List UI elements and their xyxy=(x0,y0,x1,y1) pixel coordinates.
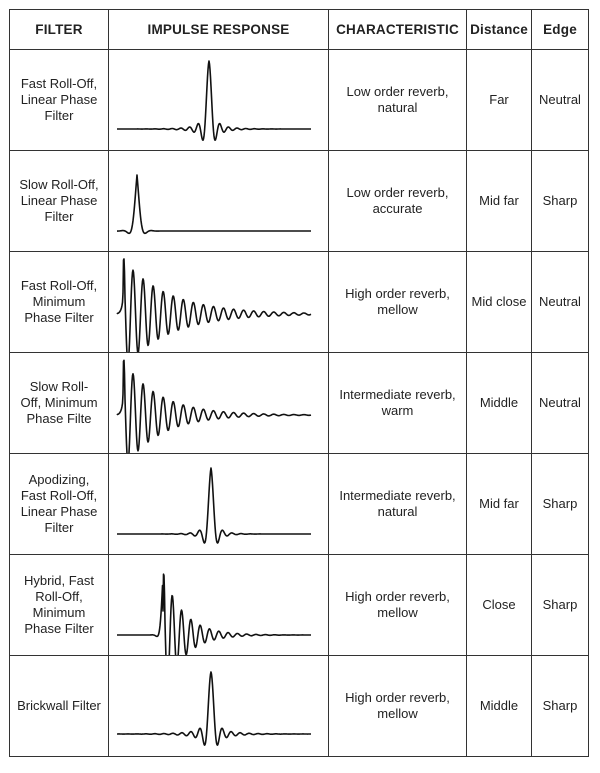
impulse-response-waveform xyxy=(111,454,327,554)
characteristic-cell: Low order reverb, natural xyxy=(329,50,467,151)
waveform-line xyxy=(117,360,311,453)
impulse-response-waveform xyxy=(111,50,327,150)
table-row xyxy=(10,50,589,151)
edge-cell: Neutral xyxy=(532,252,589,353)
edge-cell: Neutral xyxy=(532,353,589,454)
waveform-line xyxy=(117,672,311,745)
header-filter: FILTER xyxy=(10,10,109,50)
filter-name-cell: Slow Roll-Off, Linear Phase Filter xyxy=(10,151,109,252)
header-distance: Distance xyxy=(467,10,532,50)
impulse-response-cell xyxy=(109,50,329,151)
filter-name-cell: Brickwall Filter xyxy=(10,656,109,757)
header-edge: Edge xyxy=(532,10,589,50)
waveform-line xyxy=(117,175,311,233)
distance-cell: Middle xyxy=(467,353,532,454)
distance-cell: Close xyxy=(467,555,532,656)
impulse-response-waveform xyxy=(111,555,327,655)
distance-cell: Mid far xyxy=(467,454,532,555)
filter-name-cell: Fast Roll-Off, Minimum Phase Filter xyxy=(10,252,109,353)
table-row xyxy=(10,151,589,252)
impulse-response-cell xyxy=(109,353,329,454)
edge-cell: Sharp xyxy=(532,151,589,252)
distance-cell: Middle xyxy=(467,656,532,757)
impulse-response-waveform xyxy=(111,656,327,756)
impulse-response-waveform xyxy=(111,252,327,352)
table-row xyxy=(10,555,589,656)
distance-cell: Far xyxy=(467,50,532,151)
waveform-line xyxy=(117,259,311,352)
filter-comparison-table xyxy=(9,9,589,757)
characteristic-cell: High order reverb, mellow xyxy=(329,555,467,656)
table-row xyxy=(10,353,589,454)
impulse-response-cell xyxy=(109,656,329,757)
characteristic-cell: Intermediate reverb, warm xyxy=(329,353,467,454)
waveform-line xyxy=(117,574,311,655)
filter-name-cell: Hybrid, Fast Roll-Off, Minimum Phase Filter xyxy=(10,555,109,656)
edge-cell: Sharp xyxy=(532,555,589,656)
waveform-line xyxy=(117,61,311,140)
characteristic-cell: Intermediate reverb, natural xyxy=(329,454,467,555)
distance-cell: Mid close xyxy=(467,252,532,353)
impulse-response-cell xyxy=(109,555,329,656)
waveform-line xyxy=(117,468,311,543)
filter-name-cell: Apodizing, Fast Roll-Off, Linear Phase Filter xyxy=(10,454,109,555)
header-impulse-response: IMPULSE RESPONSE xyxy=(109,10,329,50)
characteristic-cell: Low order reverb, accurate xyxy=(329,151,467,252)
table-row xyxy=(10,252,589,353)
header-characteristic: CHARACTERISTIC xyxy=(329,10,467,50)
impulse-response-cell xyxy=(109,151,329,252)
edge-cell: Sharp xyxy=(532,656,589,757)
header-row xyxy=(10,10,589,50)
edge-cell: Sharp xyxy=(532,454,589,555)
impulse-response-waveform xyxy=(111,151,327,251)
edge-cell: Neutral xyxy=(532,50,589,151)
impulse-response-cell xyxy=(109,252,329,353)
characteristic-cell: High order reverb, mellow xyxy=(329,252,467,353)
characteristic-cell: High order reverb, mellow xyxy=(329,656,467,757)
table-row xyxy=(10,656,589,757)
filter-name-cell: Slow Roll- Off, Minimum Phase Filte xyxy=(10,353,109,454)
filter-name-cell: Fast Roll-Off, Linear Phase Filter xyxy=(10,50,109,151)
table-row xyxy=(10,454,589,555)
distance-cell: Mid far xyxy=(467,151,532,252)
impulse-response-cell xyxy=(109,454,329,555)
impulse-response-waveform xyxy=(111,353,327,453)
